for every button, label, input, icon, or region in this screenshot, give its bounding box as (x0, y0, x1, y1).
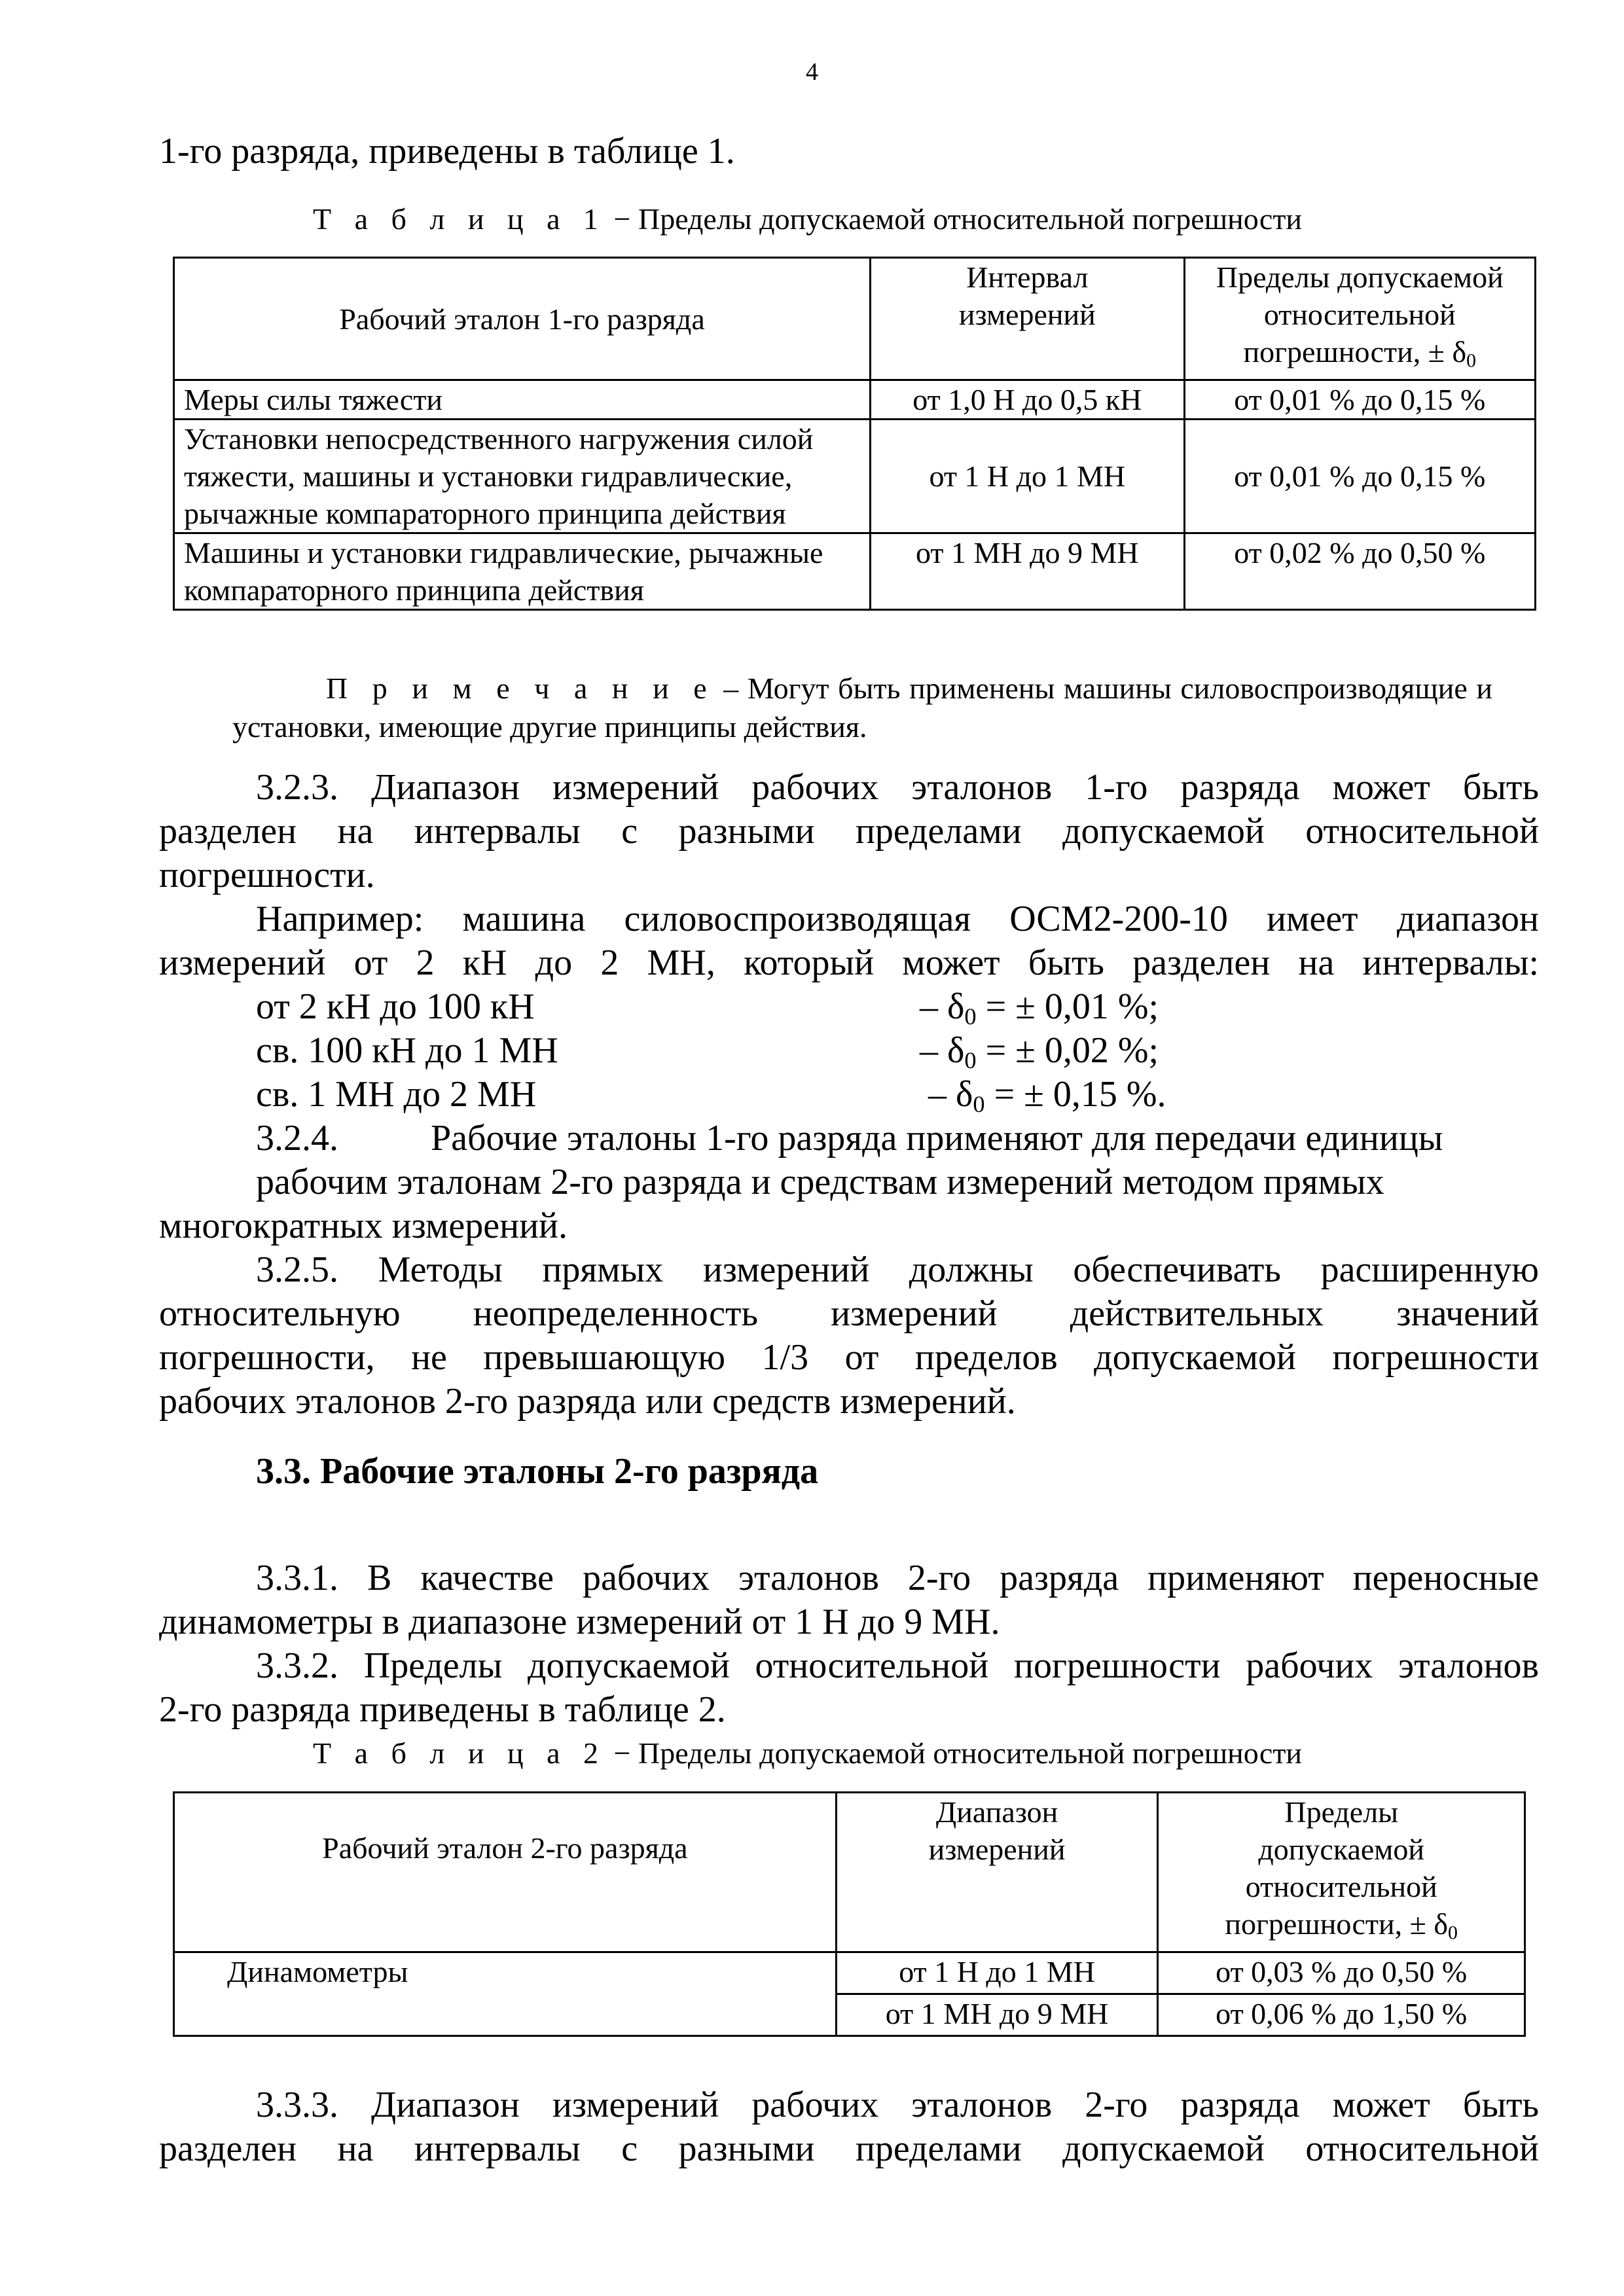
p323-line-3: погрешности. (159, 855, 375, 895)
table2-cell-limits: от 0,06 % до 1,50 % (1158, 1994, 1525, 2036)
p332-line-2: 2-го разряда приведены в таблице 2. (159, 1689, 726, 1730)
example-line-2: измерений от 2 кН до 2 МН, который может быть разделен на интервалы: (159, 942, 1539, 983)
p332-line-1: 3.3.2. Пределы допускаемой относительной погрешности рабочих эталонов (256, 1645, 1539, 1686)
p324-line-1: Рабочие эталоны 1-го разряда применяют для передачи единицы (431, 1118, 1443, 1158)
delta-subscript: 0 (964, 1003, 977, 1030)
p333-line-1: 3.3.3. Диапазон измерений рабочих эталонов 2-го разряда может быть (256, 2085, 1539, 2125)
table2-header-etalon-text: Рабочий эталон 2-го разряда (322, 1831, 688, 1865)
table-1 (173, 257, 1536, 611)
page-number: 4 (806, 58, 818, 86)
interval-range: св. 1 МН до 2 МН (256, 1074, 537, 1115)
table1-caption-label: Т а б л и ц а 1 (313, 202, 607, 236)
p323-line-2: разделен на интервалы с разными пределами допускаемой относительной (159, 811, 1539, 852)
table1-cell-limits: от 0,01 % до 0,15 % (1184, 420, 1535, 533)
interval-number: = ± 0,02 %; (976, 1030, 1159, 1071)
table2-caption-label: Т а б л и ц а 2 (313, 1736, 607, 1770)
table2-header-etalon (174, 1793, 837, 1952)
note-line-1 (326, 670, 1492, 707)
p331-line-1: 3.3.1. В качестве рабочих эталонов 2-го разряда применяют переносные (256, 1558, 1539, 1598)
table1-cell-interval: от 1 МН до 9 МН (871, 533, 1185, 610)
table2-cell-interval: от 1 Н до 1 МН (836, 1952, 1158, 1994)
interval-prefix: – δ (928, 1074, 973, 1115)
table1-header-limits-text: Пределы допускаемой относительной погрешности, ± δ (1216, 260, 1504, 368)
delta-subscript: 0 (964, 1047, 977, 1074)
interval-range: св. 100 кН до 1 МН (256, 1030, 558, 1071)
table2-header-row (174, 1793, 1525, 1952)
table-2 (173, 1791, 1526, 2037)
table1-caption (313, 202, 1302, 236)
p324-line-3: многократных измерений. (159, 1206, 568, 1246)
table2-header-interval (836, 1793, 1158, 1952)
table1-caption-text: − Пределы допускаемой относительной погрешности (606, 202, 1303, 236)
table-row (174, 380, 1536, 420)
table1-header-row (174, 258, 1536, 380)
p331-line-2: динамометры в диапазоне измерений от 1 Н до 9 МН. (159, 1602, 1000, 1642)
note-label: П р и м е ч а н и е (326, 672, 715, 705)
table1-header-interval-text: Интервал измерений (958, 260, 1096, 331)
interval-number: = ± 0,15 %. (984, 1074, 1166, 1115)
table1-cell-limits: от 0,01 % до 0,15 % (1184, 380, 1535, 420)
delta-subscript: 0 (1448, 1922, 1458, 1944)
table2-cell-interval: от 1 МН до 9 МН (836, 1994, 1158, 2036)
table-row (174, 1952, 1525, 1994)
table1-cell-interval: от 1,0 Н до 0,5 кН (871, 380, 1185, 420)
interval-number: = ± 0,01 %; (976, 986, 1159, 1027)
table2-cell-limits: от 0,03 % до 0,50 % (1158, 1952, 1525, 1994)
interval-range: от 2 кН до 100 кН (256, 986, 535, 1027)
p324-line-2: рабочим эталонам 2-го разряда и средствам измерений методом прямых (256, 1162, 1384, 1202)
table1-cell-etalon: Установки непосредственного нагружения силой тяжести, машины и установки гидравлические, рычажные компараторного принципа действия (174, 420, 871, 533)
table1-header-interval (871, 258, 1185, 380)
table2-header-limits (1158, 1793, 1525, 1952)
table1-cell-limits: от 0,02 % до 0,50 % (1184, 533, 1535, 610)
section-heading-3-3: 3.3. Рабочие эталоны 2-го разряда (256, 1451, 819, 1492)
table2-cell-etalon: Динамометры (174, 1952, 837, 2036)
table1-header-etalon: Рабочий эталон 1-го разряда (174, 258, 871, 380)
table1-header-limits (1184, 258, 1535, 380)
table1-cell-etalon: Меры силы тяжести (174, 380, 871, 420)
p325-line-2: относительную неопределенность измерений действительных значений (159, 1293, 1539, 1334)
table2-header-interval-text: Диапазон измерений (928, 1795, 1066, 1866)
interval-prefix: – δ (920, 986, 965, 1027)
table-row (174, 420, 1536, 533)
note-text-1: – Могут быть применены машины силовоспроизводящие и (714, 672, 1492, 705)
p324-number: 3.2.4. (256, 1118, 338, 1158)
p323-line-1: 3.2.3. Диапазон измерений рабочих эталонов 1-го разряда может быть (256, 767, 1539, 808)
table2-header-limits-text: Пределы допускаемой относительной погрешности, ± $\delta_0$ (1225, 1795, 1458, 1944)
intro-line: 1-го разряда, приведены в таблице 1. (159, 131, 735, 171)
example-line-1: Например: машина силовоспроизводящая ОСМ2-200-10 имеет диапазон (256, 899, 1539, 939)
table1-cell-etalon: Машины и установки гидравлические, рычажные компараторного принципа действия (174, 533, 871, 610)
table2-caption-text: − Пределы допускаемой относительной погрешности (606, 1736, 1303, 1770)
delta-subscript: 0 (973, 1091, 985, 1118)
table-row (174, 533, 1536, 610)
p325-line-4: рабочих эталонов 2-го разряда или средств измерений. (159, 1381, 1016, 1422)
note-line-2: установки, имеющие другие принципы действия. (232, 710, 867, 744)
p325-line-1: 3.2.5. Методы прямых измерений должны обеспечивать расширенную (256, 1249, 1539, 1290)
interval-prefix: – δ (920, 1030, 965, 1071)
table1-cell-interval: от 1 Н до 1 МН (871, 420, 1185, 533)
delta-subscript: 0 (1466, 350, 1477, 372)
table2-caption (313, 1736, 1302, 1770)
p325-line-3: погрешности, не превышающую 1/3 от пределов допускаемой погрешности (159, 1337, 1539, 1378)
p333-line-2: разделен на интервалы с разными пределами допускаемой относительной (159, 2128, 1539, 2169)
